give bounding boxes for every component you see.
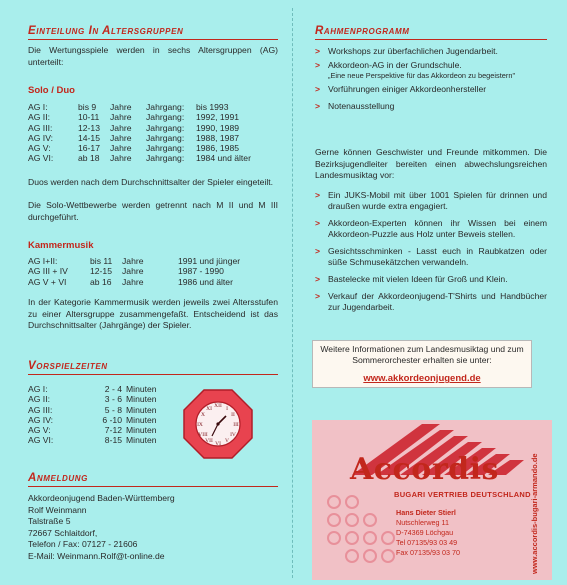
solo-duo-title: Solo / Duo [28, 85, 75, 96]
table-row: AG I: 2 - 4 Minuten [28, 384, 157, 394]
rahmenprogramm-heading: Rahmenprogramm [315, 25, 547, 40]
svg-text:V: V [225, 438, 229, 444]
list-item: > Gesichtsschminken - Lasst euch in Raubkatzen oder süße Schmusekätzchen verwandeln. [315, 246, 547, 267]
email-line: E-Mail: Weinmann.Rolf@t-online.de [28, 550, 165, 561]
einteilung-intro: Die Wertungsspiele werden in sechs Altersgruppen (AG) unterteilt: [28, 45, 278, 67]
table-row: AG III: 5 - 8 Minuten [28, 404, 157, 415]
list-item: > Vorführungen einiger Akkordeonhersteller [315, 84, 487, 94]
list-item: > Notenausstellung [315, 101, 395, 111]
svg-text:X: X [201, 412, 205, 418]
contact-phone: Tel 07135/93 03 49 [396, 538, 458, 547]
svg-text:IX: IX [197, 422, 203, 428]
accordis-address [396, 508, 460, 558]
vorspielzeiten-heading: Vorspielzeiten [28, 360, 278, 375]
kammermusik-text: In der Kategorie Kammermusik werden jeweils zwei Altersstufen zu einer Altersgruppe zusammengefaßt. Entscheidend ist das Durchschnittsalter (Jahrgänge) der Spieler. [28, 297, 278, 330]
accordis-advertisement [312, 420, 552, 580]
svg-text:II: II [231, 412, 235, 418]
list-item: > Bastelecke mit vielen Ideen für Groß und Klein. [315, 274, 508, 284]
contact-fax: Fax 07135/93 03 70 [396, 548, 460, 557]
bullet-arrow-icon: > [315, 101, 321, 111]
list-item: > Akkordeon-AG in der Grundschule. „Eine neue Perspektive für das Akkordeon zu begeistern" [315, 60, 547, 80]
list-item: > Workshops zur überfachlichen Jugendarbeit. [315, 46, 498, 56]
svg-text:VII: VII [205, 438, 213, 444]
bullet-arrow-icon: > [315, 218, 321, 228]
table-row: AG VI: ab 18 Jahre Jahrgang: 1984 und älter [28, 153, 251, 164]
svg-text:IV: IV [230, 432, 236, 438]
bullet-arrow-icon: > [315, 291, 321, 301]
accordis-logo: Accordis [350, 452, 499, 487]
table-row: AG V + VI ab 16 Jahre 1986 und älter [28, 276, 233, 287]
einteilung-heading: Einteilung In Altersgruppen [28, 25, 278, 40]
clock-icon [182, 388, 254, 460]
accordis-tagline: BUGARI VERTRIEB DEUTSCHLAND [394, 490, 531, 499]
table-row: AG I+II: bis 11 Jahre 1991 und jünger [28, 256, 241, 266]
address-line: Telefon / Fax: 07127 - 21606 [28, 539, 138, 549]
info-text: Weitere Informationen zum Landesmusiktag und zum Sommerorchester erhalten sie unter: [320, 344, 524, 365]
kammermusik-title: Kammermusik [28, 240, 94, 251]
list-item: > Akkordeon-Experten können ihr Wissen bei einem Akkordeon-Puzzle aus Holz unter Beweis stellen. [315, 218, 547, 239]
address-line: Rolf Weinmann [28, 504, 87, 515]
table-row: AG III + IV 12-15 Jahre 1987 - 1990 [28, 266, 224, 277]
svg-text:I: I [226, 406, 228, 412]
program-list-1 [315, 46, 547, 112]
contact-street: Nutschlerweg 11 [396, 518, 449, 527]
address-line: Talstraße 5 [28, 516, 71, 526]
solo-table [28, 102, 266, 164]
table-row: AG V: 7-12 Minuten [28, 425, 157, 436]
list-item-note: „Eine neue Perspektive für das Akkordeon zu begeistern" [328, 71, 516, 80]
svg-text:III: III [233, 422, 239, 428]
program-intro: Gerne können Geschwister und Freunde mitkommen. Die Bezirksjugendleiter bereiten einen abwechslungsreichen Landesmusiktag vor: [315, 147, 547, 180]
table-row: AG VI: 8-15 Minuten [28, 435, 157, 446]
table-row: AG IV: 14-15 Jahre Jahrgang: 1988, 1987 [28, 132, 240, 143]
bullet-arrow-icon: > [315, 84, 321, 94]
kammermusik-table [28, 256, 258, 287]
accordis-website[interactable]: www.accordis-bugari-armando.de [530, 453, 539, 574]
website-link[interactable]: www.akkordeonjugend.de [363, 373, 481, 384]
bullet-arrow-icon: > [315, 46, 321, 56]
bullet-arrow-icon: > [315, 274, 321, 284]
svg-text:XI: XI [206, 406, 212, 412]
solo-text: Die Solo-Wettbewerbe werden getrennt nach M II und M III durchgeführt. [28, 200, 278, 222]
table-row: AG III: 12-13 Jahre Jahrgang: 1990, 1989 [28, 122, 240, 133]
list-item: > Verkauf der Akkordeonjugend-T'Shirts und Handbücher zur Jugendarbeit. [315, 291, 547, 312]
address-line: 72667 Schlaitdorf, [28, 527, 98, 538]
table-row: AG II: 10-11 Jahre Jahrgang: 1992, 1991 [28, 112, 240, 123]
anmeldung-heading: Anmeldung [28, 472, 278, 487]
column-divider [292, 8, 293, 578]
vorspielzeiten-table [28, 384, 176, 446]
info-box [312, 340, 532, 388]
svg-text:VI: VI [215, 441, 221, 447]
table-row: AG II: 3 - 6 Minuten [28, 394, 157, 405]
contact-name: Hans Dieter Stierl [396, 508, 456, 517]
table-row: AG I: bis 9 Jahre Jahrgang: bis 1993 [28, 102, 229, 112]
duo-text: Duos werden nach dem Durchschnittsalter der Spieler eingeteilt. [28, 177, 274, 187]
list-item: > Ein JUKS-Mobil mit über 1001 Spielen für drinnen und draußen wurde extra engagiert. [315, 190, 547, 211]
bullet-arrow-icon: > [315, 60, 321, 70]
table-row: AG IV: 6 -10 Minuten [28, 414, 157, 425]
svg-text:VIII: VIII [198, 432, 208, 438]
anmeldung-address [28, 493, 278, 562]
bullet-arrow-icon: > [315, 246, 321, 256]
bullet-arrow-icon: > [315, 190, 321, 200]
program-list-2 [315, 190, 547, 313]
address-line: Akkordeonjugend Baden-Württemberg [28, 493, 175, 503]
contact-city: D-74369 Löchgau [396, 528, 454, 537]
table-row: AG V: 16-17 Jahre Jahrgang: 1986, 1985 [28, 143, 240, 154]
svg-text:XII: XII [214, 403, 222, 409]
